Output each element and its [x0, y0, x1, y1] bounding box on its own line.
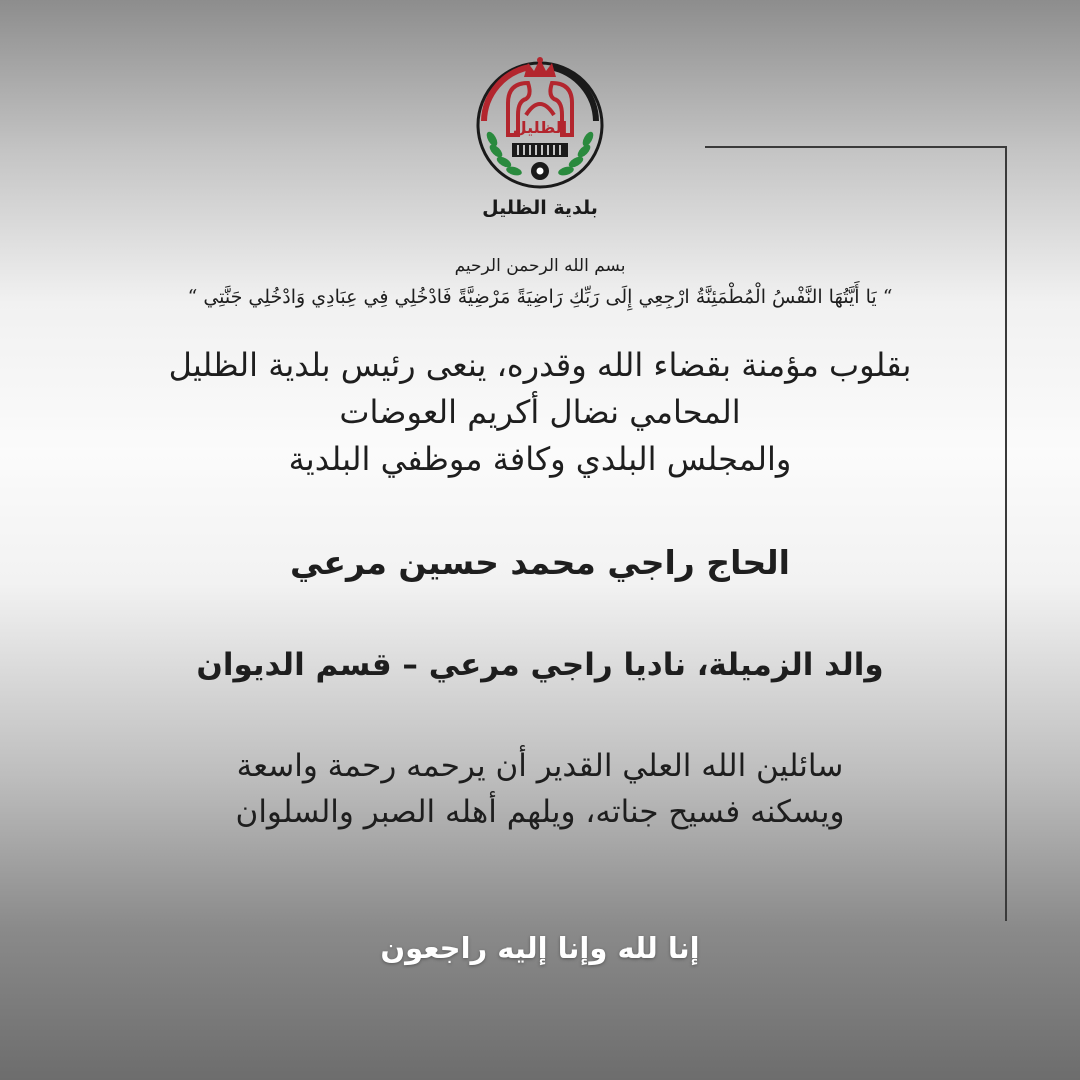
quran-verse: “ يَا أَيَّتُهَا النَّفْسُ الْمُطْمَئِنَّةُ ارْجِعِي إِلَى رَبِّكِ رَاضِيَةً مَرْضِيَّةً فَادْخُلِي فِي عِبَادِي وَادْخُلِي جَنَّتِي “ — [187, 286, 893, 308]
deceased-name: الحاج راجي محمد حسين مرعي — [290, 543, 790, 582]
prayer — [0, 743, 1080, 835]
announcement-line-1: بقلوب مؤمنة بقضاء الله وقدره، ينعى رئيس بلدية الظليل — [168, 346, 912, 384]
relation-line: والد الزميلة، ناديا راجي مرعي – قسم الديوان — [196, 647, 884, 683]
logo-caption: بلدية الظليل — [482, 197, 598, 219]
municipality-logo — [470, 55, 610, 195]
frame-line-top — [705, 146, 1007, 148]
announcement-line-3: والمجلس البلدي وكافة موظفي البلدية — [288, 440, 792, 478]
prayer-line-2: ويسكنه فسيح جناته، ويلهم أهله الصبر والسلوان — [235, 794, 845, 830]
closing-phrase: إنا لله وإنا إليه راجعون — [380, 931, 700, 965]
svg-text:الظليل: الظليل — [512, 118, 568, 137]
announcement-line-2: المحامي نضال أكريم العوضات — [339, 393, 741, 431]
announcement — [0, 342, 1080, 483]
basmala: بسم الله الرحمن الرحيم — [454, 256, 626, 276]
prayer-line-1: سائلين الله العلي القدير أن يرحمه رحمة واسعة — [236, 748, 844, 784]
